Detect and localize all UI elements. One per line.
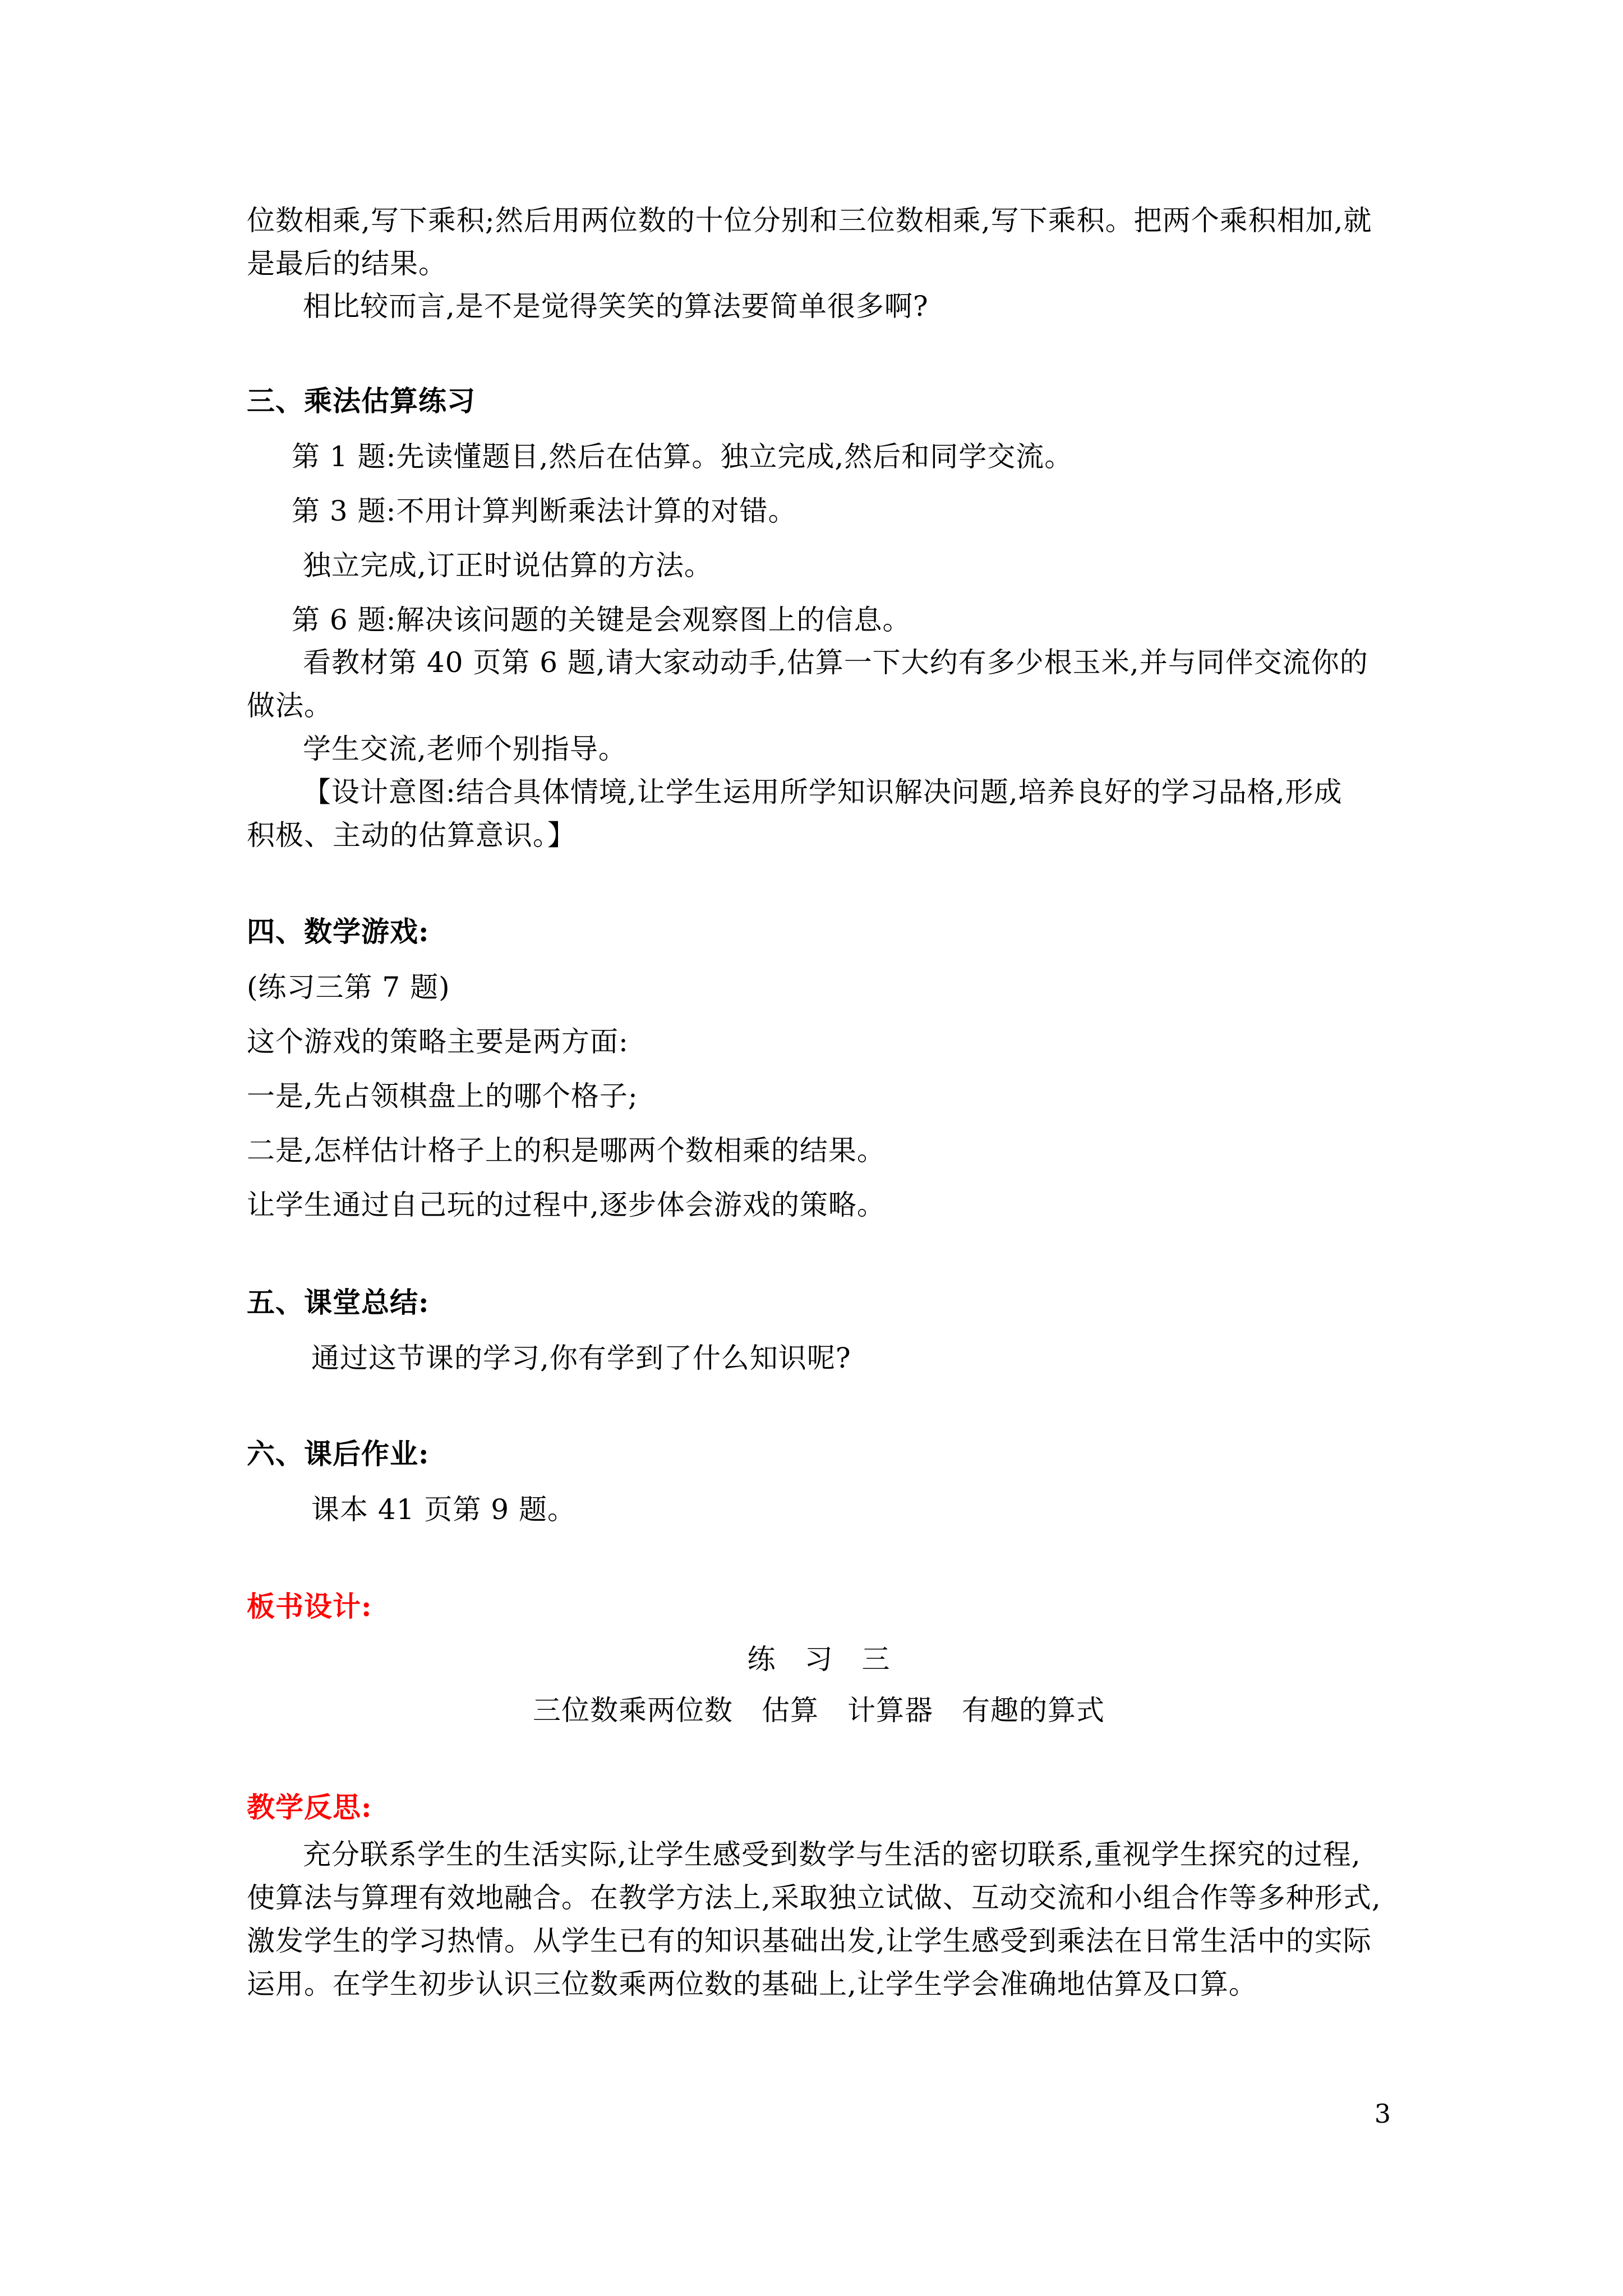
- section-5-heading: 五、课堂总结:: [247, 1286, 430, 1319]
- section-4-line: 二是,怎样估计格子上的积是哪两个数相乘的结果。: [247, 1134, 886, 1167]
- section-3-line: 【设计意图:结合具体情境,让学生运用所学知识解决问题,培养良好的学习品格,形成: [303, 776, 1343, 808]
- intro-line-3: 相比较而言,是不是觉得笑笑的算法要简单很多啊?: [303, 290, 929, 323]
- reflection-line: 使算法与算理有效地融合。在教学方法上,采取独立试做、互动交流和小组合作等多种形式,: [247, 1881, 1381, 1914]
- intro-line-1: 位数相乘,写下乘积;然后用两位数的十位分别和三位数相乘,写下乘积。把两个乘积相加,就: [247, 204, 1372, 237]
- section-4-line: 让学生通过自己玩的过程中,逐步体会游戏的策略。: [247, 1189, 886, 1221]
- section-3-line: 独立完成,订正时说估算的方法。: [303, 549, 713, 582]
- reflection-heading: 教学反思:: [247, 1791, 372, 1824]
- section-5-line: 通过这节课的学习,你有学到了什么知识呢?: [311, 1342, 851, 1374]
- section-4-line: 一是,先占领棋盘上的哪个格子;: [247, 1080, 638, 1112]
- section-6-line: 课本 41 页第 9 题。: [311, 1493, 577, 1526]
- section-3-line: 看教材第 40 页第 6 题,请大家动动手,估算一下大约有多少根玉米,并与同伴交流你的: [303, 646, 1368, 679]
- section-4-line: (练习三第 7 题): [247, 971, 450, 1004]
- reflection-line: 充分联系学生的生活实际,让学生感受到数学与生活的密切联系,重视学生探究的过程,: [303, 1838, 1361, 1871]
- section-6-heading: 六、课后作业:: [247, 1437, 430, 1470]
- board-design-heading: 板书设计:: [247, 1590, 372, 1623]
- intro-line-2: 是最后的结果。: [247, 247, 447, 280]
- page-number: 3: [1374, 2099, 1391, 2129]
- section-3-heading: 三、乘法估算练习: [247, 384, 476, 417]
- section-3-line: 学生交流,老师个别指导。: [303, 733, 627, 765]
- reflection-line: 运用。在学生初步认识三位数乘两位数的基础上,让学生学会准确地估算及口算。: [247, 1968, 1257, 2000]
- section-3-line: 第 1 题:先读懂题目,然后在估算。独立完成,然后和同学交流。: [292, 440, 1073, 473]
- board-subtitle: 三位数乘两位数 估算 计算器 有趣的算式: [533, 1694, 1105, 1727]
- section-3-line: 第 6 题:解决该问题的关键是会观察图上的信息。: [292, 604, 911, 636]
- section-3-line: 积极、主动的估算意识。】: [247, 819, 576, 852]
- section-4-heading: 四、数学游戏:: [247, 915, 430, 948]
- reflection-line: 激发学生的学习热情。从学生已有的知识基础出发,让学生感受到乘法在日常生活中的实际: [247, 1925, 1372, 1957]
- section-4-line: 这个游戏的策略主要是两方面:: [247, 1025, 629, 1058]
- board-title: 练 习 三: [747, 1643, 891, 1676]
- section-3-line: 第 3 题:不用计算判断乘法计算的对错。: [292, 495, 797, 527]
- section-3-line: 做法。: [247, 689, 333, 722]
